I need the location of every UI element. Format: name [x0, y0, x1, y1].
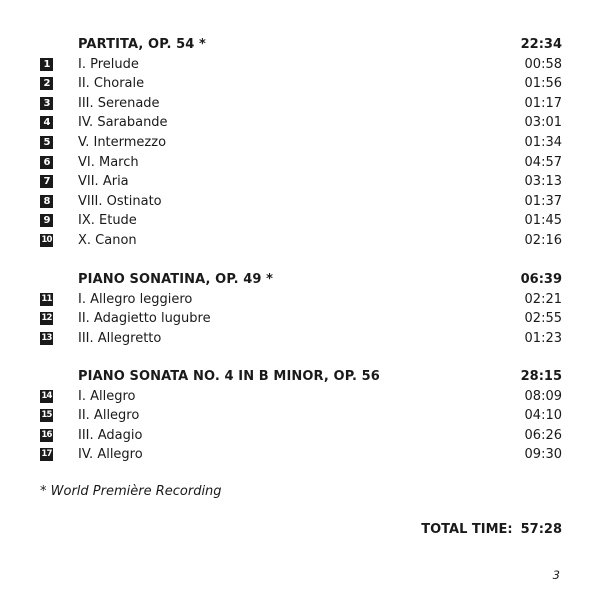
track-duration: 00:58	[524, 56, 562, 72]
track-title: IV. Allegro	[78, 447, 143, 463]
track-number-badge: 7	[40, 175, 53, 188]
work-heading	[0, 270, 600, 290]
total-time-value: 57:28	[520, 522, 562, 537]
track-number-badge: 3	[40, 97, 53, 110]
track-row	[0, 153, 600, 173]
track-number-badge: 2	[40, 77, 53, 90]
track-title: II. Adagietto lugubre	[78, 311, 211, 327]
track-number-badge: 12	[41, 313, 52, 324]
track-title: II. Chorale	[78, 76, 145, 92]
track-row	[0, 133, 600, 153]
total-time	[421, 522, 562, 537]
work-duration: 22:34	[520, 37, 562, 52]
track-row	[0, 231, 600, 251]
track-title: IV. Sarabande	[78, 115, 168, 131]
track-row	[0, 329, 600, 349]
track-duration: 01:34	[524, 134, 562, 150]
track-number-badge: 8	[40, 195, 53, 208]
track-number-badge: 6	[40, 156, 53, 169]
track-title: VIII. Ostinato	[78, 193, 162, 209]
track-number-badge: 5	[40, 136, 53, 149]
work-heading	[0, 367, 600, 387]
work-duration: 06:39	[520, 272, 562, 287]
track-number-badge: 14	[41, 390, 52, 401]
track-number-badge: 13	[41, 332, 52, 343]
track-number-badge: 4	[40, 116, 53, 129]
track-duration: 01:17	[524, 95, 562, 111]
track-duration: 02:55	[524, 311, 562, 327]
page-number: 3	[552, 568, 560, 582]
track-title: VII. Aria	[78, 174, 129, 190]
track-row	[0, 406, 600, 426]
work-duration: 28:15	[520, 369, 562, 384]
work-partita	[0, 35, 600, 251]
track-number-badge: 1	[40, 58, 53, 71]
track-row	[0, 55, 600, 75]
track-title: III. Allegretto	[78, 330, 162, 346]
track-row	[0, 211, 600, 231]
track-duration: 08:09	[524, 388, 562, 404]
track-title: II. Allegro	[78, 408, 140, 424]
track-number-badge: 11	[41, 293, 52, 304]
track-duration: 01:37	[524, 193, 562, 209]
track-duration: 06:26	[524, 427, 562, 443]
track-number-badge: 17	[41, 449, 52, 460]
work-title: PIANO SONATA NO. 4 IN B MINOR, OP. 56	[78, 369, 380, 384]
track-duration: 09:30	[524, 447, 562, 463]
track-title: VI. March	[78, 154, 139, 170]
track-title: V. Intermezzo	[78, 134, 167, 150]
track-title: III. Adagio	[78, 427, 143, 443]
track-row	[0, 309, 600, 329]
work-title: PIANO SONATINA, OP. 49 *	[78, 272, 274, 287]
total-time-label: TOTAL TIME:	[421, 522, 513, 537]
track-number-badge: 9	[40, 214, 53, 227]
track-row	[0, 387, 600, 407]
track-title: I. Prelude	[78, 56, 139, 72]
track-row	[0, 172, 600, 192]
track-row	[0, 426, 600, 446]
track-duration: 02:16	[524, 232, 562, 248]
track-number-badge: 10	[41, 234, 52, 245]
track-row	[0, 74, 600, 94]
track-number-badge: 16	[41, 429, 52, 440]
work-piano-sonata-no4	[0, 367, 600, 465]
track-duration: 04:57	[524, 154, 562, 170]
track-duration: 01:56	[524, 76, 562, 92]
track-row	[0, 445, 600, 465]
track-title: I. Allegro	[78, 388, 136, 404]
track-duration: 02:21	[524, 291, 562, 307]
track-duration: 03:01	[524, 115, 562, 131]
track-number-badge: 15	[41, 410, 52, 421]
track-row	[0, 94, 600, 114]
track-row	[0, 192, 600, 212]
track-duration: 01:45	[524, 213, 562, 229]
work-heading	[0, 35, 600, 55]
work-piano-sonatina	[0, 270, 600, 348]
track-title: X. Canon	[78, 232, 137, 248]
track-duration: 04:10	[524, 408, 562, 424]
track-duration: 01:23	[524, 330, 562, 346]
track-row	[0, 290, 600, 310]
track-duration: 03:13	[524, 174, 562, 190]
track-title: IX. Etude	[78, 213, 137, 229]
track-title: III. Serenade	[78, 95, 160, 111]
track-title: I. Allegro leggiero	[78, 291, 193, 307]
track-row	[0, 113, 600, 133]
work-title: PARTITA, OP. 54 *	[78, 37, 206, 52]
footnote: * World Première Recording	[40, 484, 222, 499]
